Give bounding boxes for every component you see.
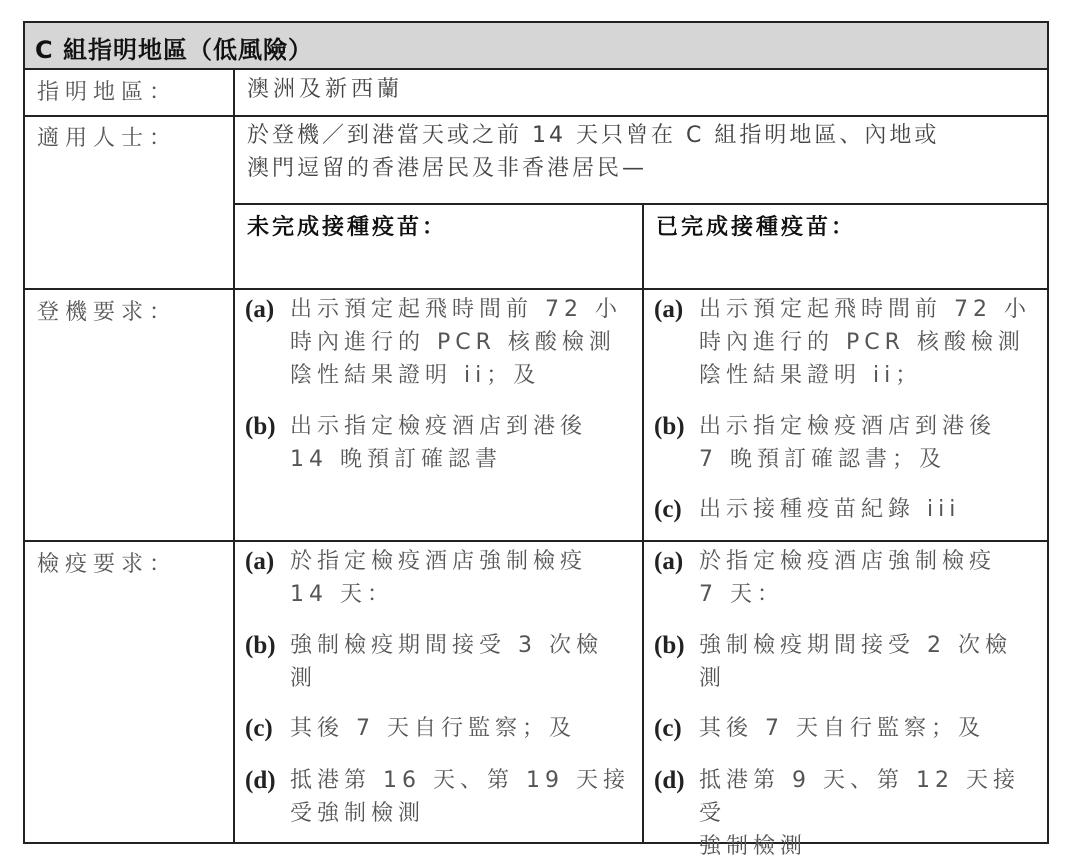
quarantine-label: 檢疫要求： — [37, 552, 178, 577]
quarantine-unvax-b: (b) 強制檢疫期間接受 3 次檢 測 — [245, 632, 603, 691]
table-header — [25, 23, 1047, 70]
region-value: 澳洲及新西蘭 — [247, 77, 404, 102]
requirements-table — [23, 21, 1049, 859]
boarding-vax-b: (b) 出示指定檢疫酒店到港後 7 晚預訂確認書；及 — [654, 413, 997, 472]
quarantine-vax-c: (c) 其後 7 天自行監察；及 — [654, 715, 985, 742]
quarantine-vax-b: (b) 強制檢疫期間接受 2 次檢 測 — [654, 632, 1012, 691]
applicable-value — [247, 119, 939, 185]
quarantine-vax-a: (a) 於指定檢疫酒店強制檢疫 7 天： — [654, 548, 997, 607]
divider — [25, 115, 1047, 117]
divider — [642, 203, 644, 842]
table-title: C 組指明地區（低風險） — [35, 36, 313, 64]
quarantine-vax-d: (d) 抵港第 9 天、第 12 天接受 強制檢測 — [654, 767, 1020, 859]
applicable-label: 適用人士： — [37, 126, 178, 151]
divider — [25, 540, 1047, 542]
divider — [233, 68, 235, 842]
region-label: 指明地區： — [37, 80, 178, 105]
boarding-unvax-a: (a) 出示預定起飛時間前 72 小 時內進行的 PCR 核酸檢測 陰性結果證明 ii；及 — [245, 296, 622, 388]
boarding-unvax-b: (b) 出示指定檢疫酒店到港後 14 晚預訂確認書 — [245, 413, 588, 472]
boarding-label: 登機要求： — [37, 300, 178, 325]
divider — [234, 203, 1047, 205]
applicable-line-2: 澳門逗留的香港居民及非香港居民— — [247, 156, 648, 181]
boarding-vax-a: (a) 出示預定起飛時間前 72 小 時內進行的 PCR 核酸檢測 陰性結果證明 ii； — [654, 296, 1031, 388]
quarantine-unvax-a: (a) 於指定檢疫酒店強制檢疫 14 天： — [245, 548, 588, 607]
applicable-line-1: 於登機／到港當天或之前 14 天只曾在 C 組指明地區、內地或 — [247, 123, 940, 148]
divider — [25, 288, 1047, 290]
unvaccinated-header: 未完成接種疫苗： — [247, 215, 448, 240]
quarantine-unvax-c: (c) 其後 7 天自行監察；及 — [245, 715, 576, 742]
quarantine-unvax-d: (d) 抵港第 16 天、第 19 天接 受強制檢測 — [245, 767, 630, 826]
vaccinated-header: 已完成接種疫苗： — [656, 215, 857, 240]
boarding-vax-c: (c) 出示接種疫苗紀錄 iii — [654, 496, 961, 523]
